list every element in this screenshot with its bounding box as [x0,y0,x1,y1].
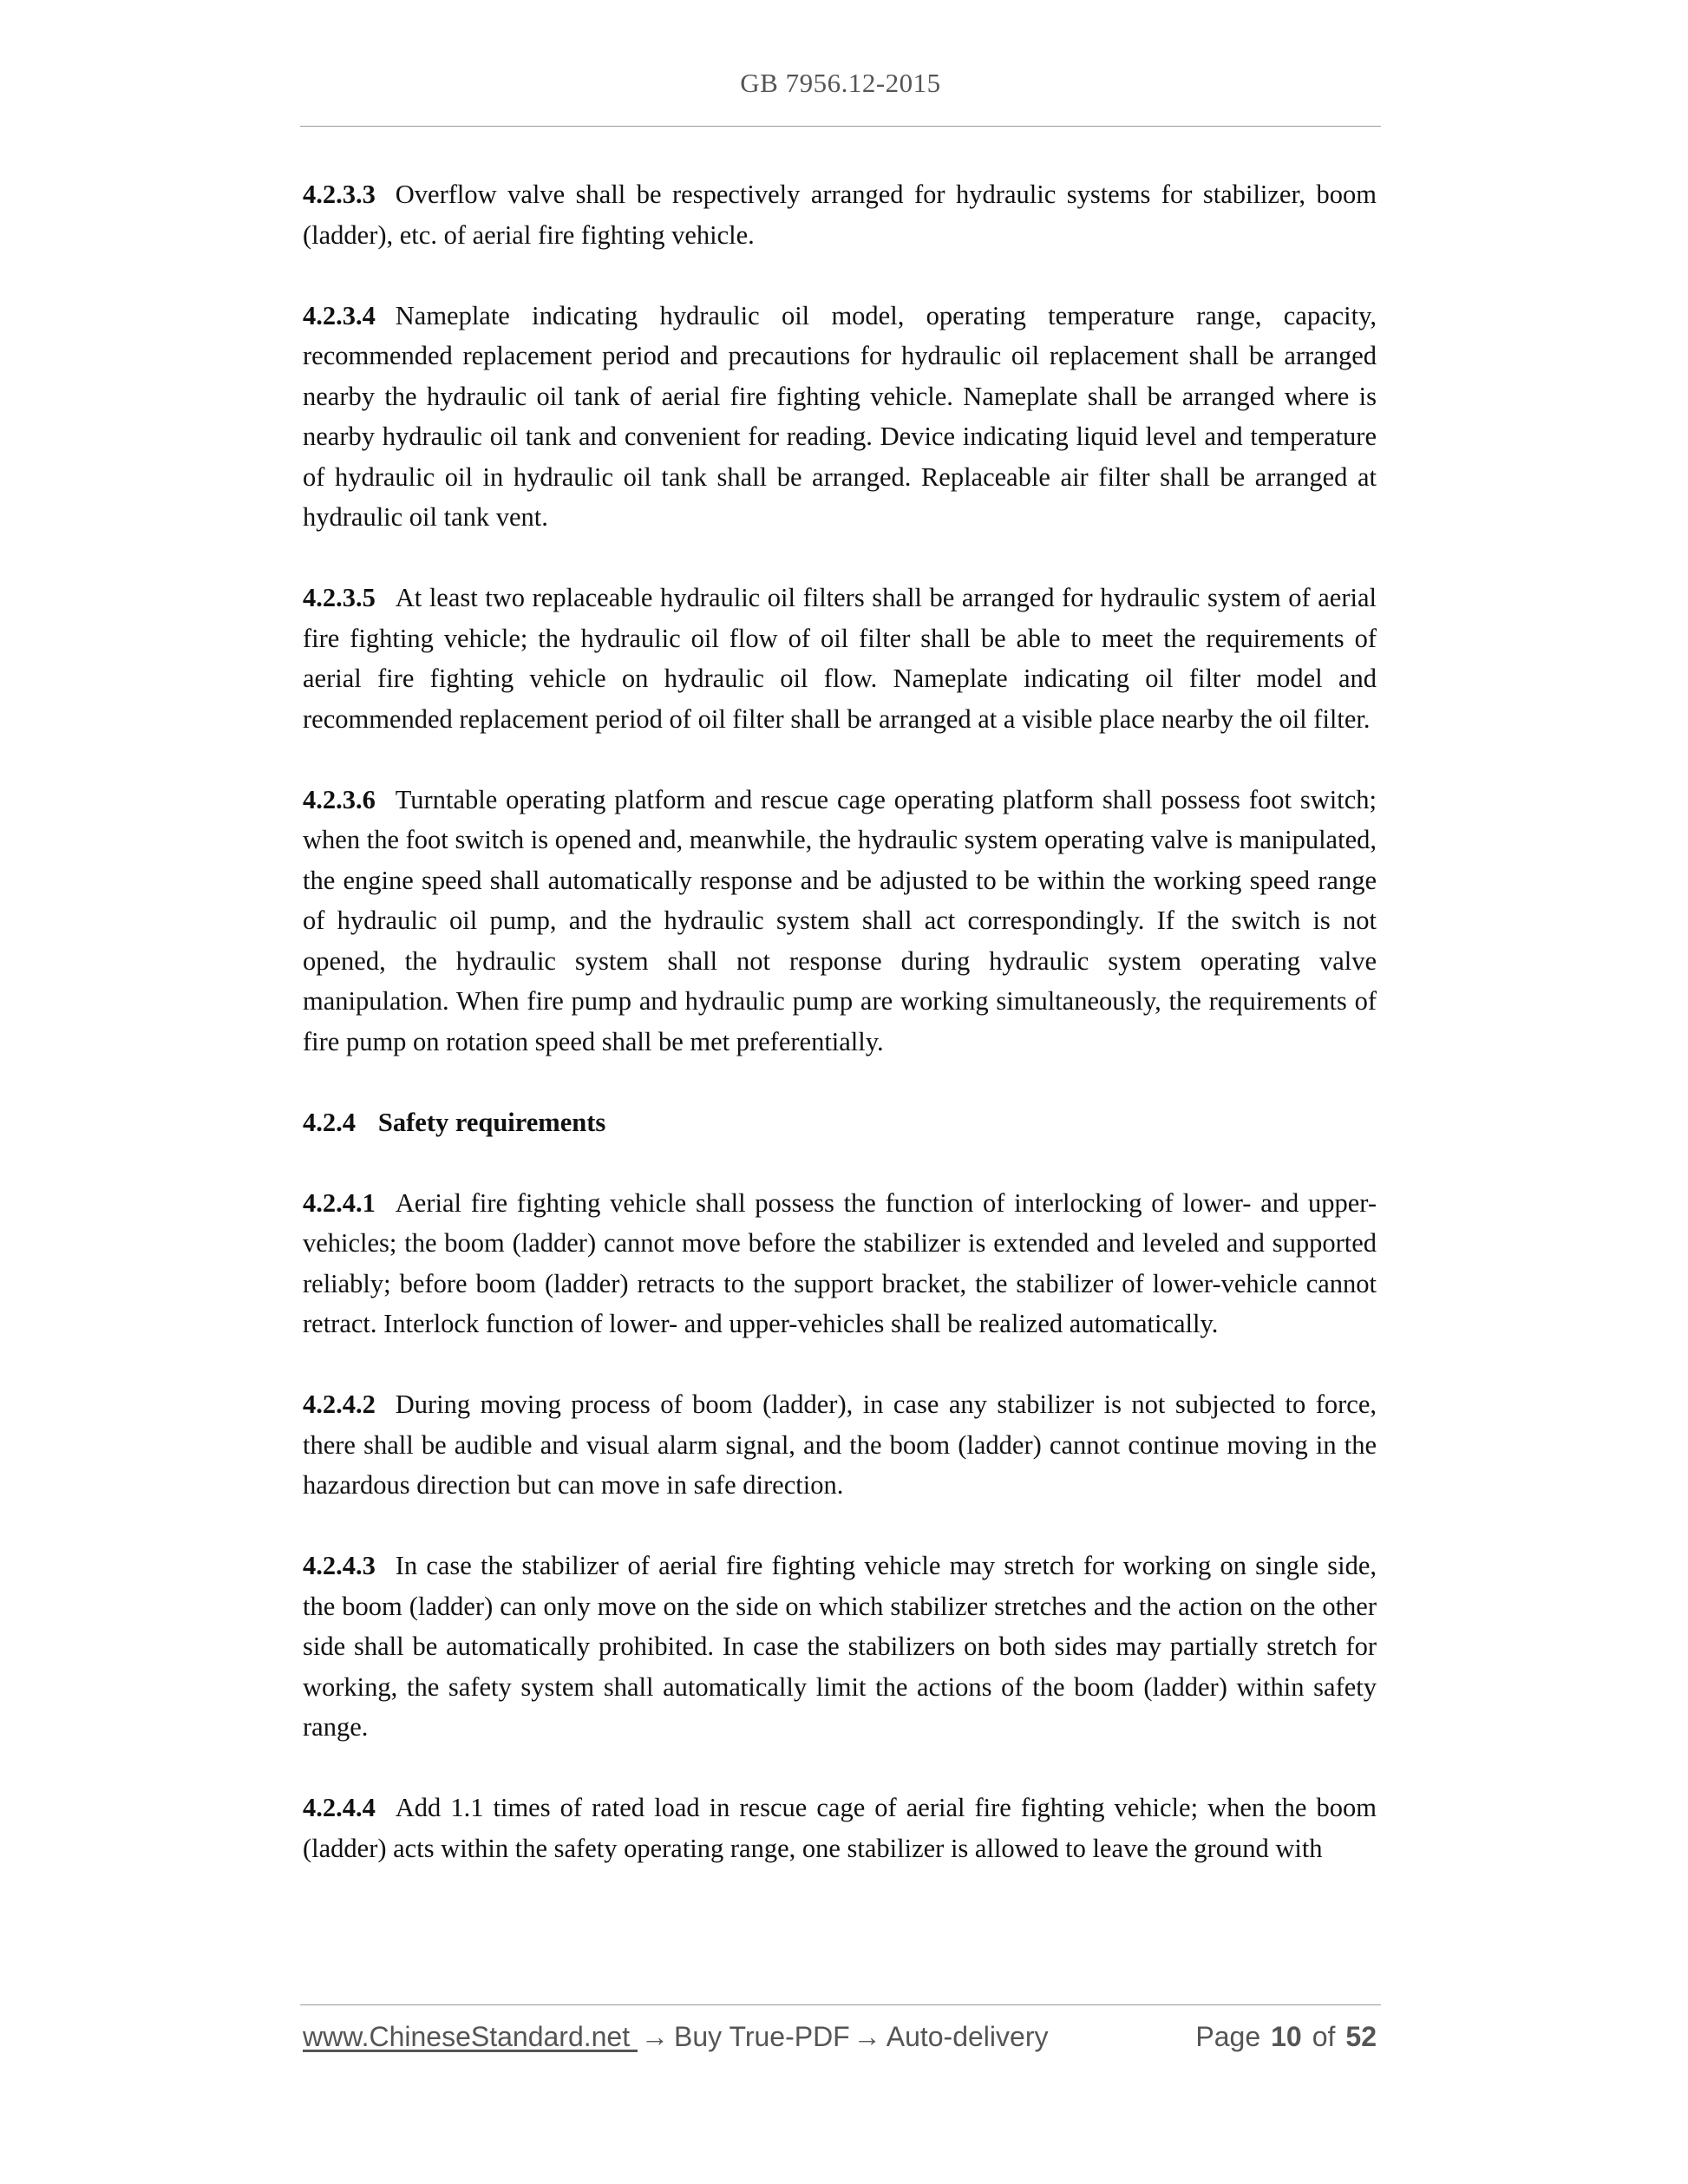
clause-number: 4.2.3.4 [303,300,376,330]
arrow-right-icon: → [641,2021,669,2052]
clause-4-2-4-2 [303,1384,1377,1506]
clause-number: 4.2.3.6 [303,784,376,814]
clause-number: 4.2.3.5 [303,583,376,612]
clause-number: 4.2.4.4 [303,1793,376,1822]
clause-4-2-4-4 [303,1788,1377,1868]
buy-true-pdf-text: Buy True-PDF [674,2021,850,2052]
clause-text: Nameplate indicating hydraulic oil model, operating temperature range, capacity, recommended replacement period and precautions for hydraulic oil replacement shall be arranged nearby the hydraulic oil tank of aerial fire fighting vehicle. Nameplate shall be arranged where is nearby hydraulic oil tank and convenient for reading. Device indicating liquid level and temperature of hydraulic oil in hydraulic oil tank shall be arranged. Replaceable air filter shall be arranged at hydraulic oil tank vent. [303,300,1377,532]
page-label: Page [1195,2021,1261,2052]
clause-text: During moving process of boom (ladder), in case any stabilizer is not subjected to force, there shall be audible and visual alarm signal, and the boom (ladder) cannot continue moving in the hazardous direction but can move in safe direction. [303,1390,1377,1500]
clause-4-2-3-5 [303,578,1377,739]
footer-links [303,2021,1048,2053]
of-label: of [1312,2021,1336,2052]
arrow-right-icon: → [853,2021,881,2052]
section-heading-4-2-4 [303,1102,1377,1143]
clause-4-2-3-6 [303,780,1377,1063]
document-body [303,174,1377,1909]
clause-4-2-3-3 [303,174,1377,255]
document-header-title: GB 7956.12-2015 [740,68,941,98]
footer-divider [300,2004,1381,2005]
clause-number: 4.2.4.2 [303,1390,376,1419]
page-footer [303,2021,1377,2059]
clause-text: Add 1.1 times of rated load in rescue cage of aerial fire fighting vehicle; when the boom (ladder) acts within the safety operating range, one stabilizer is allowed to leave the ground with [303,1793,1377,1863]
clause-text: In case the stabilizer of aerial fire fighting vehicle may stretch for working on single side, the boom (ladder) can only move on the side on which stabilizer stretches and the action on the other side shall be automatically prohibited. In case the stabilizers on both sides may partially stretch for working, the safety system shall automatically limit the actions of the boom (ladder) within safety range. [303,1551,1377,1742]
clause-4-2-4-3 [303,1546,1377,1748]
section-number: 4.2.4 [303,1107,356,1137]
page-total: 52 [1345,2021,1377,2052]
page-indicator [1195,2021,1377,2053]
clause-number: 4.2.3.3 [303,180,376,209]
page-number: 10 [1271,2021,1302,2052]
auto-delivery-text: Auto-delivery [886,2021,1049,2052]
section-title: Safety requirements [377,1107,606,1137]
site-link[interactable]: www.ChineseStandard.net [303,2021,638,2052]
clause-4-2-4-1 [303,1183,1377,1344]
clause-4-2-3-4 [303,296,1377,538]
clause-number: 4.2.4.1 [303,1187,376,1218]
clause-text: Turntable operating platform and rescue cage operating platform shall possess foot switch; when the foot switch is opened and, meanwhile, the hydraulic system operating valve is manipulated, the engine speed shall automatically response and be adjusted to be within the working speed range of hydraulic oil pump, and the hydraulic system shall act correspondingly. If the switch is not opened, the hydraulic system shall not response during hydraulic system operating valve manipulation. When fire pump and hydraulic pump are working simultaneously, the requirements of fire pump on rotation speed shall be met preferentially. [303,784,1377,1056]
header-divider [300,126,1381,127]
clause-text: Aerial fire fighting vehicle shall possess the function of interlocking of lower- and upper-vehicles; the boom (ladder) cannot move before the stabilizer is extended and leveled and supported reliably; before boom (ladder) retracts to the support bracket, the stabilizer of lower-vehicle cannot retract. Interlock function of lower- and upper-vehicles shall be realized automatically. [303,1187,1377,1338]
clause-number: 4.2.4.3 [303,1551,376,1580]
clause-text: At least two replaceable hydraulic oil filters shall be arranged for hydraulic system of aerial fire fighting vehicle; the hydraulic oil flow of oil filter shall be able to meet the requirements of aerial fire fighting vehicle on hydraulic oil flow. Nameplate indicating oil filter model and recommended replacement period of oil filter shall be arranged at a visible place nearby the oil filter. [303,583,1377,734]
clause-text: Overflow valve shall be respectively arranged for hydraulic systems for stabilizer, boom (ladder), etc. of aerial fire fighting vehicle. [303,180,1377,250]
